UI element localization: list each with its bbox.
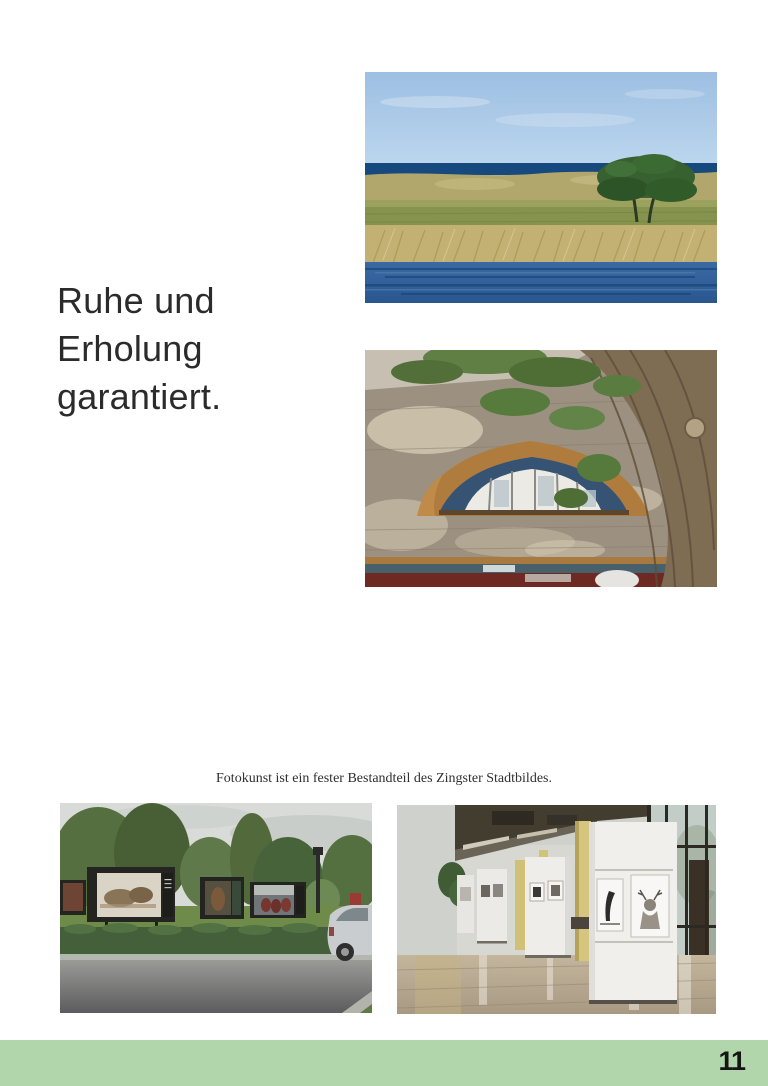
page-title-line-1: Ruhe und — [57, 280, 215, 321]
page-title — [57, 277, 221, 421]
page-number: 11 — [718, 1046, 745, 1076]
gallery-hall-image — [397, 805, 716, 1014]
coastal-landscape-image — [365, 72, 717, 303]
page-title-line-2: Erholung — [57, 328, 203, 369]
photo-caption: Fotokunst ist ein fester Bestandteil des Zingster Stadtbildes. — [216, 771, 552, 786]
photo-coastal-landscape — [365, 72, 717, 303]
photo-street-exhibition — [60, 803, 372, 1013]
street-exhibition-image — [60, 803, 372, 1013]
footer-bar — [0, 1040, 768, 1086]
photo-thatched-roof — [365, 350, 717, 587]
photo-gallery-hall — [397, 805, 716, 1014]
page-title-line-3: garantiert. — [57, 376, 222, 417]
thatched-roof-image — [365, 350, 717, 587]
